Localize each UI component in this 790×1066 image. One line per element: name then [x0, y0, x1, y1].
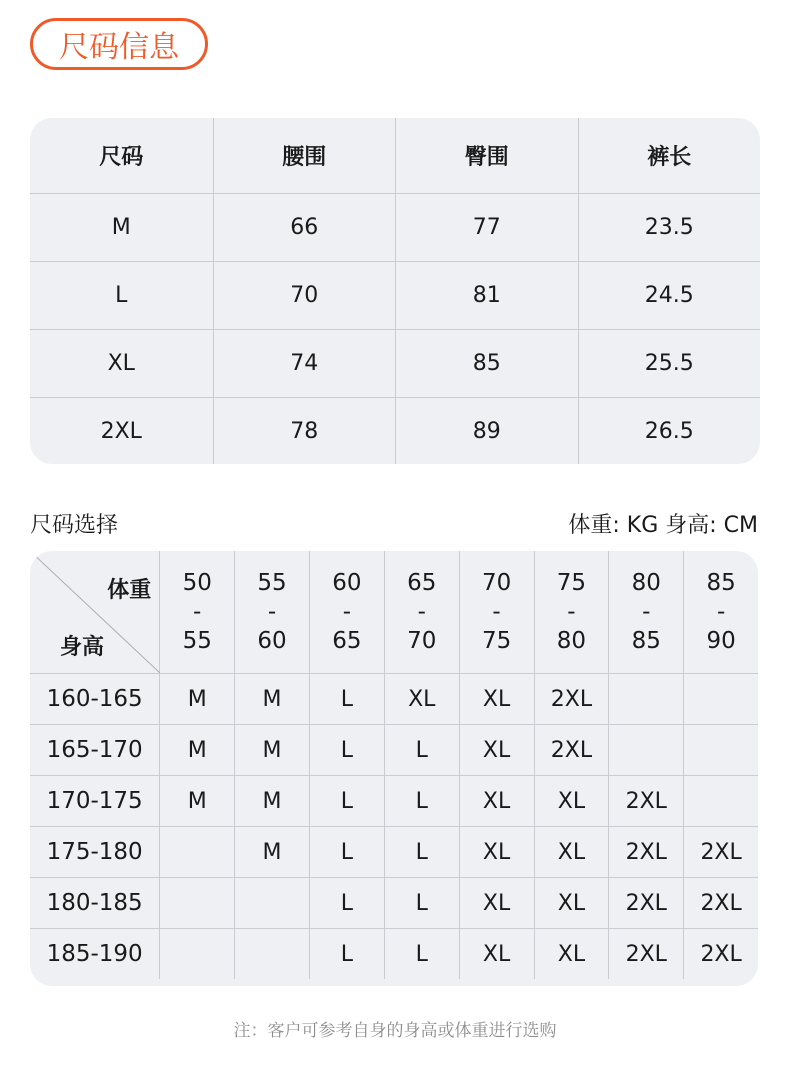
header-waist: 腰围 [213, 118, 396, 193]
size-cell: XL [534, 827, 609, 877]
size-cell: L [309, 878, 384, 928]
size-cell [683, 674, 758, 724]
weight-range-text: 55 [182, 627, 212, 654]
table-cell: 74 [213, 330, 396, 397]
weight-range-text: - [267, 598, 277, 625]
size-measurement-table [30, 118, 760, 464]
header-size: 尺码 [99, 145, 144, 170]
size-cell [234, 929, 309, 979]
table-cell: 26.5 [578, 398, 761, 464]
corner-header-cell [30, 551, 159, 673]
size-cell: XL [534, 776, 609, 826]
table-cell: 85 [395, 330, 578, 397]
table-row [30, 193, 760, 261]
size-cell [608, 674, 683, 724]
table-cell: 66 [213, 194, 396, 261]
weight-range-text: - [342, 598, 352, 625]
table-row [30, 261, 760, 329]
height-range-label: 180-185 [46, 890, 143, 916]
size-cell: XL [384, 674, 459, 724]
size-cell: XL [534, 878, 609, 928]
size-cell: L [309, 776, 384, 826]
table-cell: 78 [213, 398, 396, 464]
weight-range-text: 50 [182, 569, 212, 596]
size-cell [159, 827, 234, 877]
table-header-row [30, 118, 760, 193]
size-cell [234, 878, 309, 928]
table-cell: 89 [395, 398, 578, 464]
height-range-label: 160-165 [46, 686, 143, 712]
weight-range-text: 80 [556, 627, 587, 654]
weight-header-row [30, 551, 758, 673]
table-row [30, 877, 758, 928]
height-range-label: 185-190 [46, 941, 143, 967]
table-row [30, 928, 758, 979]
table-cell: XL [107, 351, 135, 376]
size-cell: 2XL [683, 827, 758, 877]
size-cell [683, 725, 758, 775]
weight-range-text: 85 [631, 627, 661, 654]
size-cell: L [384, 827, 459, 877]
weight-range-header [309, 551, 384, 673]
weight-range-text: - [567, 598, 576, 625]
corner-weight-label: 体重 [107, 578, 152, 603]
table-cell: 23.5 [578, 194, 761, 261]
size-cell: 2XL [608, 878, 683, 928]
weight-range-text: 60 [257, 627, 287, 654]
table-row [30, 673, 758, 724]
size-cell: M [159, 776, 234, 826]
table-row [30, 724, 758, 775]
weight-range-text: 65 [332, 627, 362, 654]
weight-range-text: 80 [631, 569, 661, 596]
size-cell: 2XL [608, 929, 683, 979]
corner-height-label: 身高 [60, 635, 105, 660]
weight-range-text: 75 [556, 569, 587, 596]
size-cell: M [234, 776, 309, 826]
weight-range-header [683, 551, 758, 673]
table-cell: L [115, 283, 128, 308]
size-cell: XL [459, 776, 534, 826]
size-cell [683, 776, 758, 826]
weight-range-header [159, 551, 234, 673]
weight-range-text: 70 [481, 569, 512, 596]
table-cell: 2XL [100, 419, 142, 444]
size-cell: L [309, 827, 384, 877]
size-cell: 2XL [683, 929, 758, 979]
size-cell: XL [459, 929, 534, 979]
size-cell: L [309, 674, 384, 724]
table-row [30, 329, 760, 397]
size-cell: M [234, 725, 309, 775]
size-cell: 2XL [534, 674, 609, 724]
size-cell [608, 725, 683, 775]
size-cell: L [384, 776, 459, 826]
size-cell [159, 929, 234, 979]
weight-range-header [608, 551, 683, 673]
size-cell: L [384, 929, 459, 979]
size-cell: 2XL [608, 776, 683, 826]
size-cell: M [234, 674, 309, 724]
weight-range-text: - [642, 598, 651, 625]
size-cell [159, 878, 234, 928]
size-cell: L [384, 878, 459, 928]
table-cell: 70 [213, 262, 396, 329]
weight-range-text: 65 [407, 569, 437, 596]
size-cell: L [309, 929, 384, 979]
table-row [30, 826, 758, 877]
weight-range-text: 75 [481, 627, 512, 654]
table-row [30, 397, 760, 464]
weight-range-text: 60 [332, 569, 362, 596]
table-cell: 81 [395, 262, 578, 329]
size-cell: M [159, 725, 234, 775]
size-info-title: 尺码信息 [30, 18, 208, 70]
size-cell: M [234, 827, 309, 877]
height-range-label: 175-180 [46, 839, 143, 865]
weight-range-text: 90 [706, 627, 736, 654]
table-row [30, 775, 758, 826]
header-length: 裤长 [578, 118, 761, 193]
weight-range-text: - [417, 598, 426, 625]
weight-range-header [459, 551, 534, 673]
weight-range-text: 55 [257, 569, 287, 596]
weight-range-text: - [193, 598, 202, 625]
size-cell: XL [459, 827, 534, 877]
size-cell: 2XL [534, 725, 609, 775]
size-cell: 2XL [608, 827, 683, 877]
weight-range-header [534, 551, 609, 673]
size-selection-table [30, 551, 758, 986]
weight-range-header [384, 551, 459, 673]
size-cell: XL [459, 878, 534, 928]
weight-range-header [234, 551, 309, 673]
size-cell: M [159, 674, 234, 724]
height-range-label: 170-175 [46, 788, 143, 814]
weight-range-text: - [716, 598, 726, 625]
table-cell: 25.5 [578, 330, 761, 397]
footer-note: 注：客户可参考自身的身高或体重进行选购 [233, 1021, 557, 1041]
header-hip: 臀围 [395, 118, 578, 193]
height-range-label: 165-170 [46, 737, 143, 763]
size-cell: XL [534, 929, 609, 979]
weight-range-text: 85 [706, 569, 736, 596]
size-cell: XL [459, 725, 534, 775]
weight-range-text: - [492, 598, 501, 625]
table-cell: 77 [395, 194, 578, 261]
size-cell: XL [459, 674, 534, 724]
size-cell: 2XL [683, 878, 758, 928]
table-cell: 24.5 [578, 262, 761, 329]
weight-range-text: 70 [407, 627, 437, 654]
units-label: 体重: KG 身高: CM [568, 513, 758, 538]
size-cell: L [309, 725, 384, 775]
table-cell: M [111, 215, 131, 240]
size-selection-title: 尺码选择 [30, 513, 119, 538]
size-cell: L [384, 725, 459, 775]
